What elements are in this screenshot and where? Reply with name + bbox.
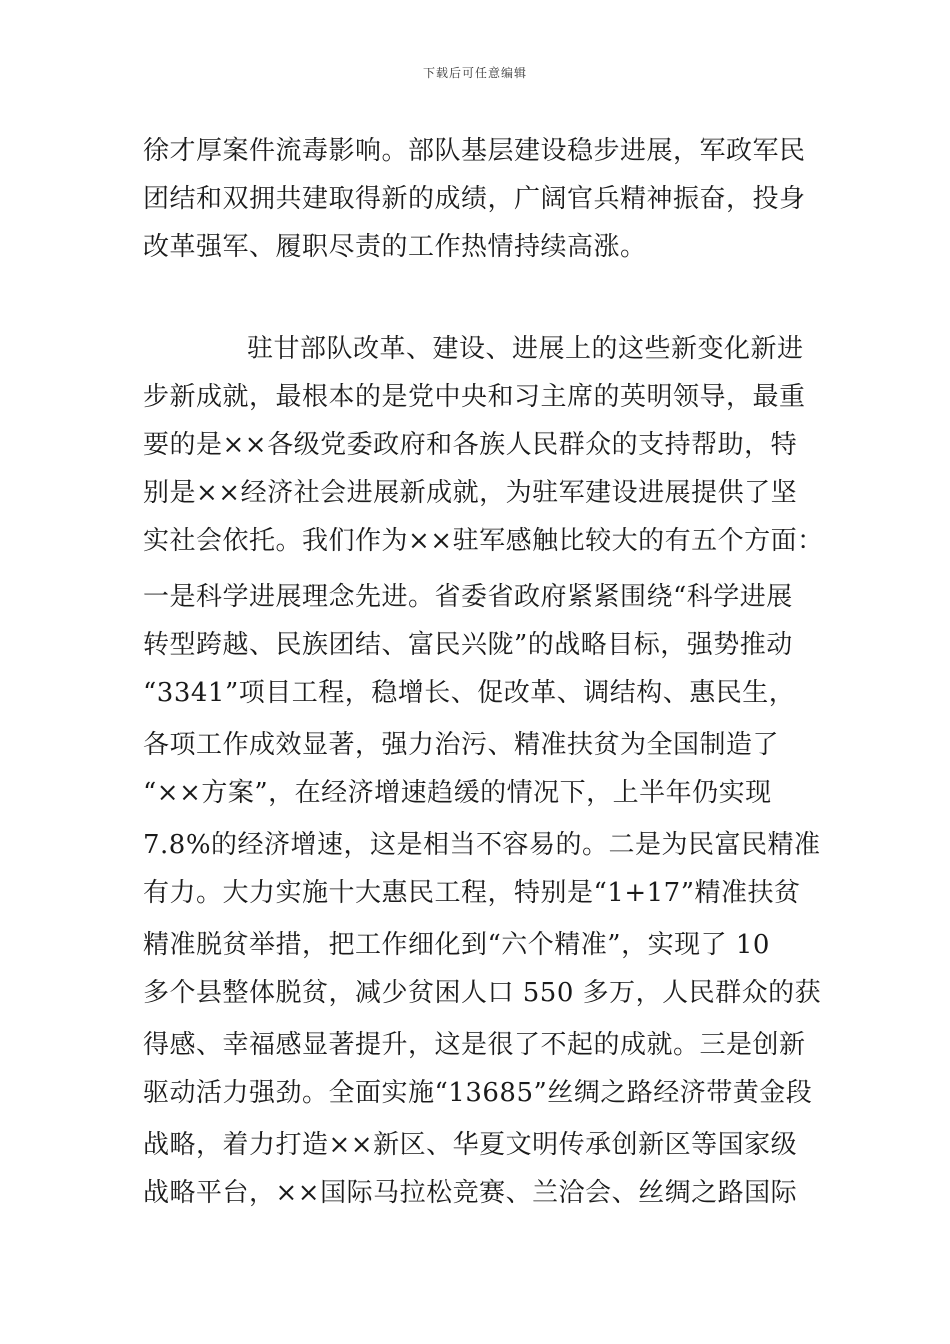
text-line: 战略平台，××国际马拉松竞赛、兰洽会、丝绸之路国际 xyxy=(143,1178,798,1208)
text-line: 精准脱贫举措，把工作细化到“六个精准”，实现了 10 xyxy=(143,930,770,960)
text-line: 有力。大力实施十大惠民工程，特别是“1+17”精准扶贫 xyxy=(143,878,801,908)
page-header: 下载后可任意编辑 xyxy=(422,66,527,80)
text-line: 得感、幸福感显著提升，这是很了不起的成就。三是创新 xyxy=(143,1030,806,1060)
text-line: 各项工作成效显著，强力治污、精准扶贫为全国制造了 xyxy=(143,730,780,760)
text-line: 改革强军、履职尽责的工作热情持续高涨。 xyxy=(143,232,647,262)
text-line: 驻甘部队改革、建设、进展上的这些新变化新进 xyxy=(247,334,804,364)
text-line: 多个县整体脱贫，减少贫困人口 550 多万，人民群众的获 xyxy=(143,978,822,1008)
text-line: 一是科学进展理念先进。省委省政府紧紧围绕“科学进展 xyxy=(143,582,793,612)
text-line: 实社会依托。我们作为××驻军感触比较大的有五个方面： xyxy=(143,526,824,556)
text-line: 步新成就，最根本的是党中央和习主席的英明领导，最重 xyxy=(143,382,806,412)
text-line: 7.8%的经济增速，这是相当不容易的。二是为民富民精准 xyxy=(143,830,821,860)
text-line: 转型跨越、民族团结、富民兴陇”的战略目标，强势推动 xyxy=(143,630,793,660)
text-line: 团结和双拥共建取得新的成绩，广阔官兵精神振奋，投身 xyxy=(143,184,806,214)
text-line: “××方案”，在经济增速趋缓的情况下，上半年仍实现 xyxy=(143,778,772,808)
text-line: 徐才厚案件流毒影响。部队基层建设稳步进展，军政军民 xyxy=(143,136,806,166)
text-line: 战略，着力打造××新区、华夏文明传承创新区等国家级 xyxy=(143,1130,798,1160)
text-line: 要的是××各级党委政府和各族人民群众的支持帮助，特 xyxy=(143,430,798,460)
text-line: “3341”项目工程，稳增长、促改革、调结构、惠民生， xyxy=(143,678,796,708)
text-line: 驱动活力强劲。全面实施“13685”丝绸之路经济带黄金段 xyxy=(143,1078,813,1108)
text-line: 别是××经济社会进展新成就，为驻军建设进展提供了坚 xyxy=(143,478,798,508)
